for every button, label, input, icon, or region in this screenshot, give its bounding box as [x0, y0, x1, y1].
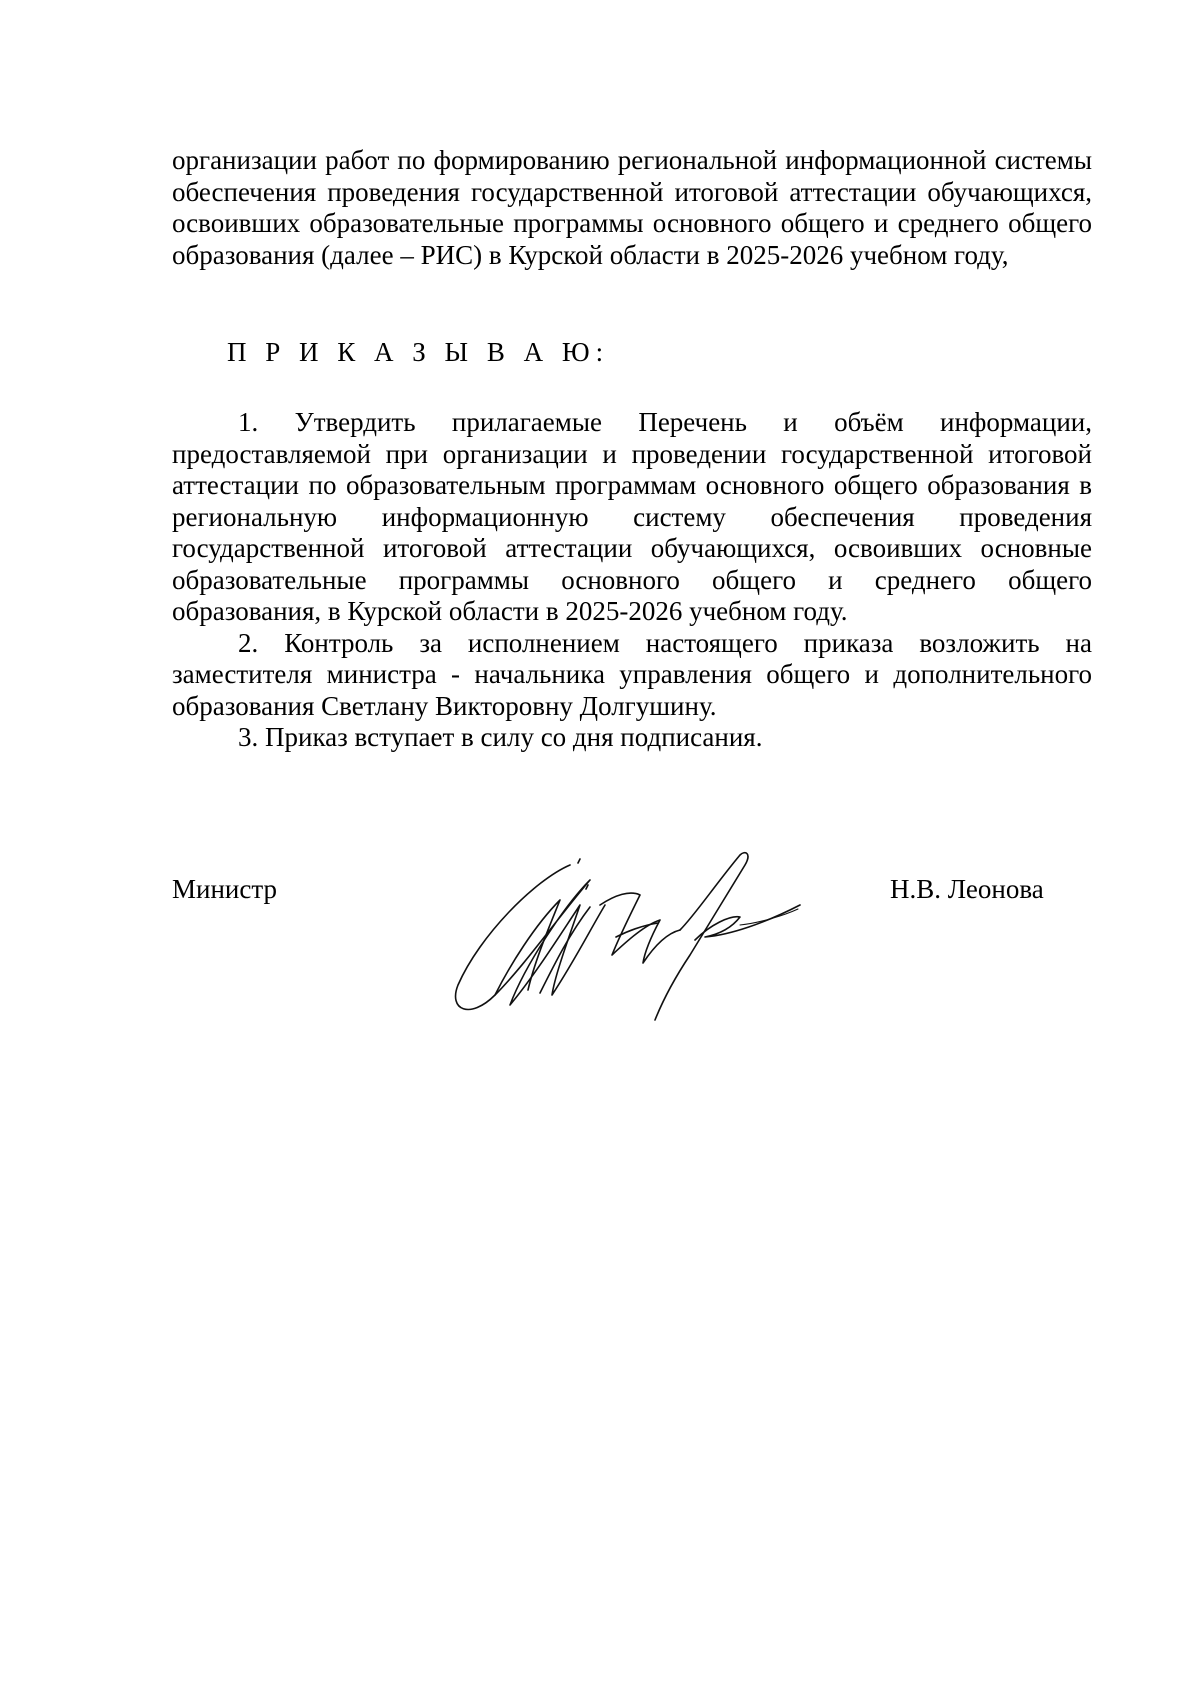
- intro-paragraph: организации работ по формированию региональной информационной системы обеспечения проведения государственной итоговой аттестации обучающихся, освоивших образовательные программы основного общего и среднего общего образования (далее – РИС) в Курской области в 2025-2026 учебном году,: [172, 145, 1092, 270]
- signer-position: Министр: [172, 874, 277, 904]
- order-item-3: 3. Приказ вступает в силу со дня подписания.: [238, 722, 763, 752]
- signer-name: Н.В. Леонова: [890, 874, 1044, 904]
- handwritten-signature: [440, 845, 860, 1025]
- order-item-2: 2. Контроль за исполнением настоящего приказа возложить на заместителя министра - начальника управления общего и дополнительного образования Светлану Викторовну Долгушину.: [172, 627, 1092, 721]
- order-item-1: 1. Утвердить прилагаемые Перечень и объём информации, предоставляемой при организации и проведении государственной итоговой аттестации по образовательным программам основного общего образования в региональную информационную систему обеспечения проведения государственной итоговой аттестации обучающихся, освоивших основные образовательные программы основного общего и среднего общего образования, в Курской области в 2025-2026 учебном году.: [172, 407, 1092, 626]
- order-items: [172, 407, 1092, 754]
- order-heading: П Р И К А З Ы В А Ю:: [227, 337, 610, 367]
